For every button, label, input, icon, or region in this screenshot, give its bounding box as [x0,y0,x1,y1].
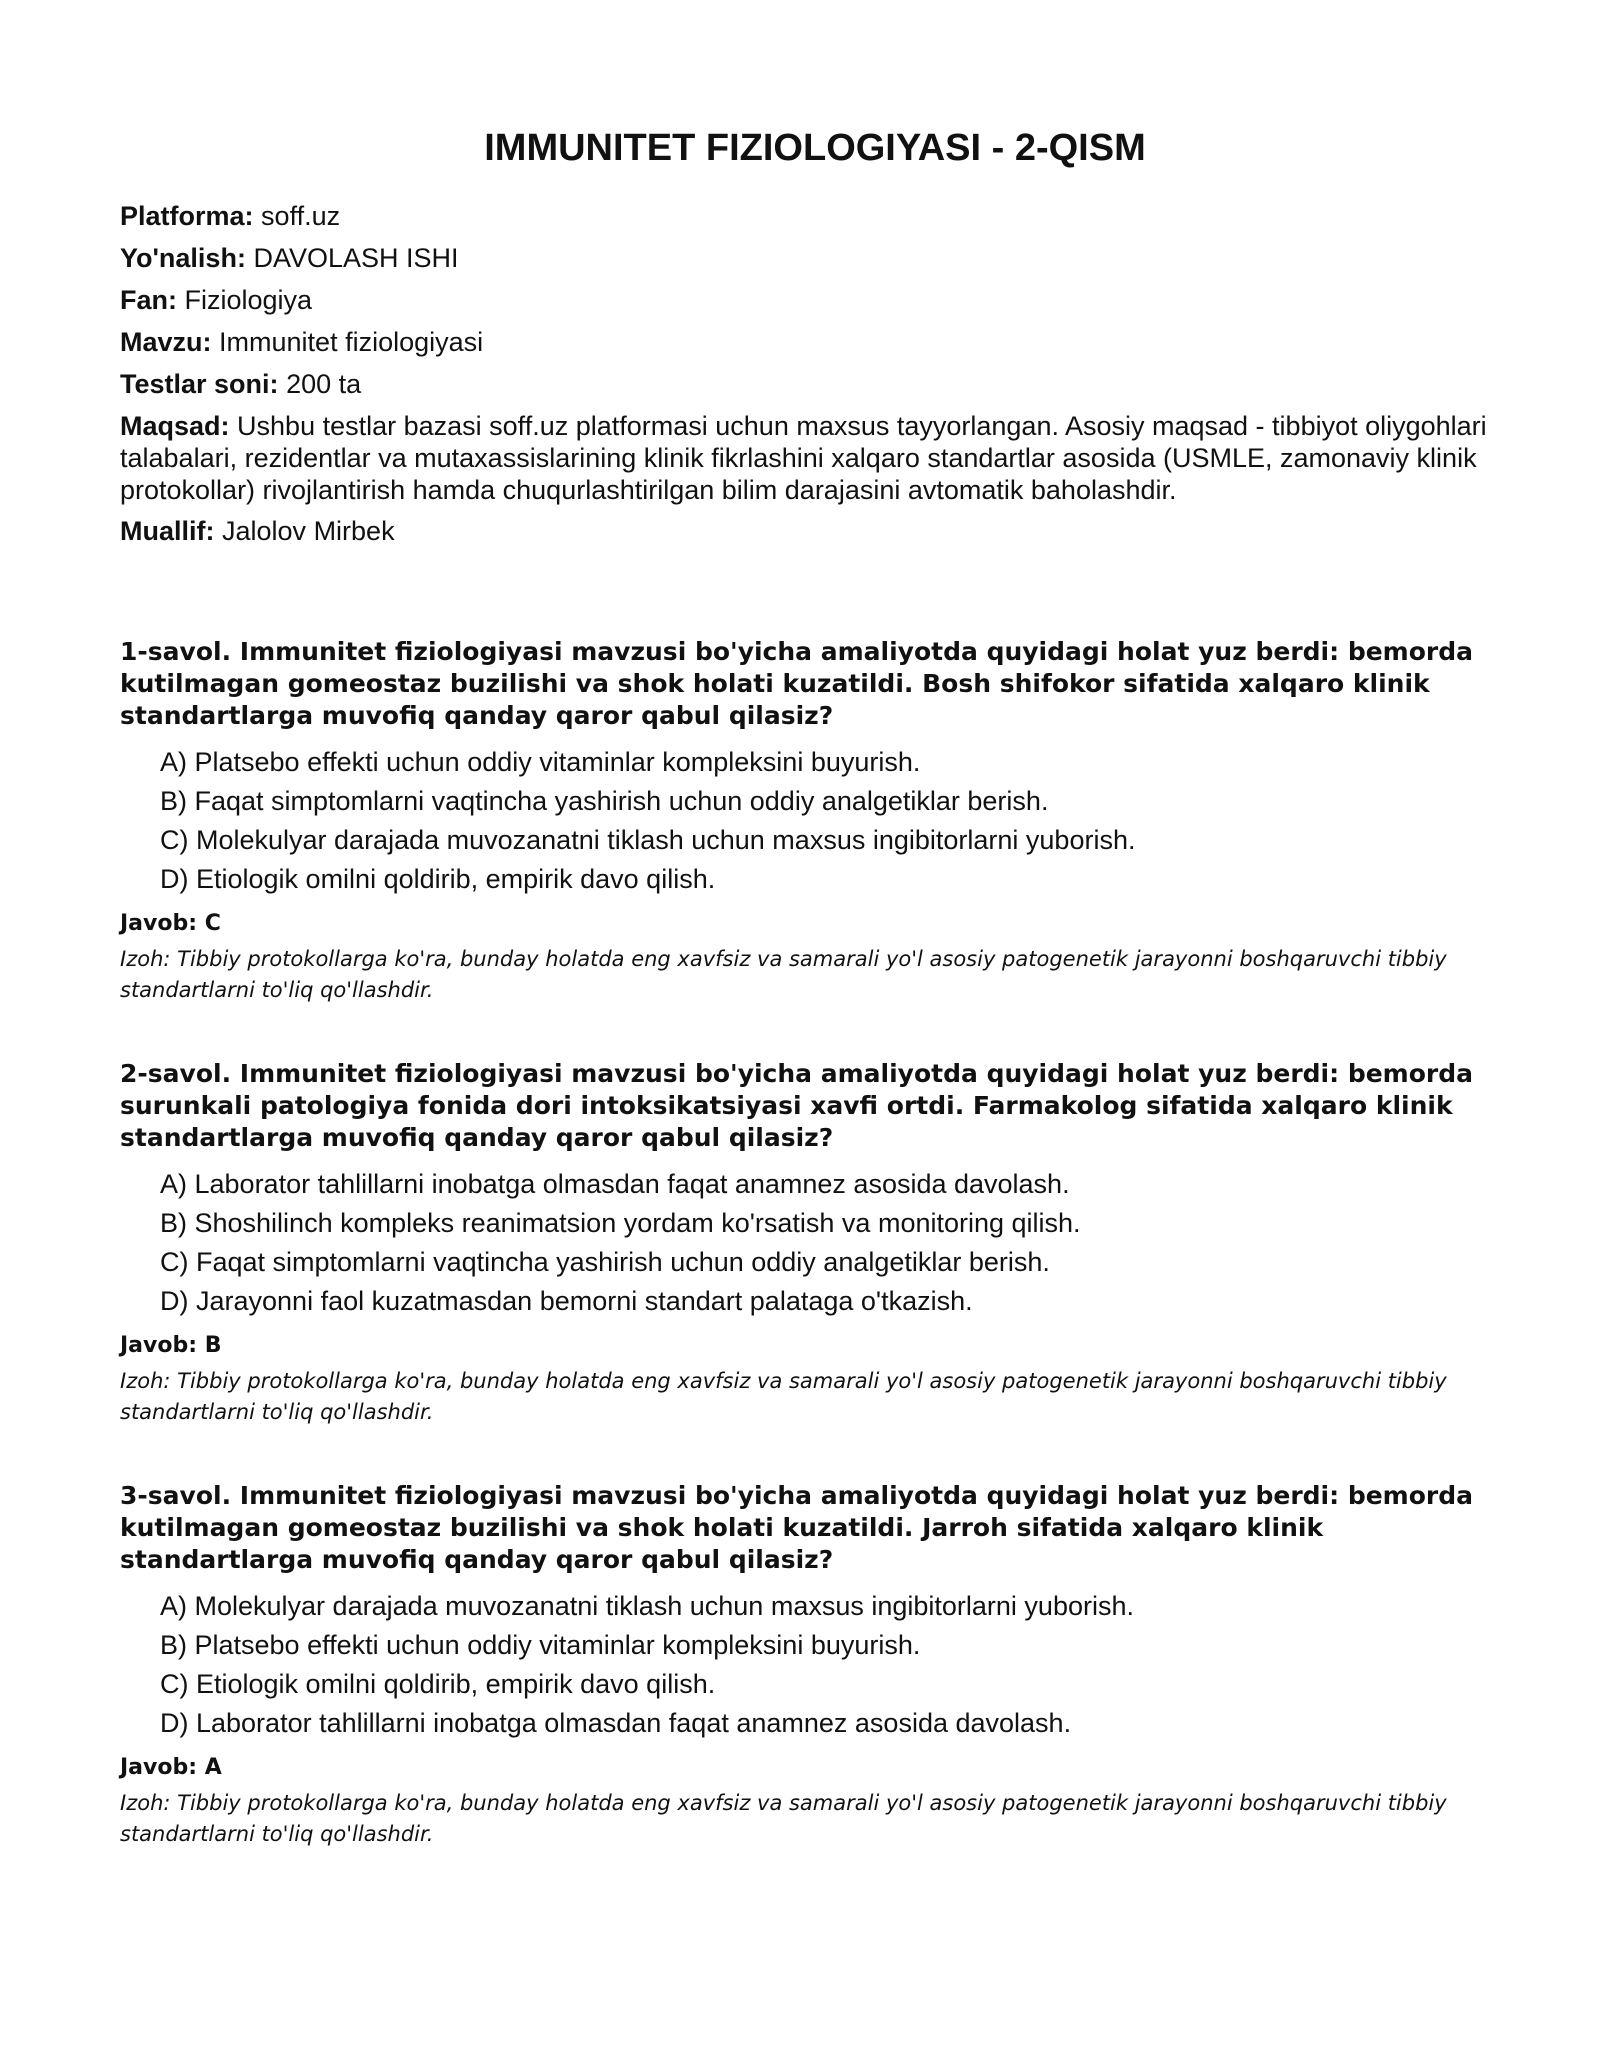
meta-value: 200 ta [286,369,362,399]
question-text: 2-savol. Immunitet fiziologiyasi mavzusi bo'yicha amaliyotda quyidagi holat yuz berdi: bemorda surunkali patologiya fonida dori intoksikatsiyasi xavfi ortdi. Farmakolog sifatida xalqaro klinik standartlarga muvofiq qanday qaror qabul qilasiz? [120,1059,1473,1152]
meta-value: DAVOLASH ISHI [253,243,459,273]
option-d: D) Jarayonni faol kuzatmasdan bemorni standart palataga o'tkazish. [160,1286,973,1316]
option-a: A) Molekulyar darajada muvozanatni tiklash uchun maxsus ingibitorlarni yuborish. [160,1591,1134,1621]
question-text: 1-savol. Immunitet fiziologiyasi mavzusi bo'yicha amaliyotda quyidagi holat yuz berdi: bemorda kutilmagan gomeostaz buzilishi va shok holati kuzatildi. Bosh shifokor sifatida xalqaro klinik standartlarga muvofiq qanday qaror qabul qilasiz? [120,637,1473,730]
option-d: D) Laborator tahlillarni inobatga olmasdan faqat anamnez asosida davolash. [160,1708,1072,1738]
explanation: Izoh: Tibbiy protokollarga ko'ra, bunday holatda eng xavfsiz va samarali yo'l asosiy patogenetik jarayonni boshqaruvchi tibbiy standartlarni to'liq qo'llashdir. [120,947,1447,1002]
meta-label: Mavzu: [120,327,212,357]
meta-purpose [120,410,1490,506]
meta-value: Fiziologiya [184,285,313,315]
option-a: A) Platsebo effekti uchun oddiy vitaminlar kompleksini buyurish. [160,747,921,777]
document-title: IMMUNITET FIZIOLOGIYASI - 2-QISM [484,127,1146,169]
question-2 [120,1058,1490,1428]
meta-author [120,515,1490,548]
option-b: B) Platsebo effekti uchun oddiy vitaminlar kompleksini buyurish. [160,1630,921,1660]
question-1 [120,636,1490,1006]
meta-value: soff.uz [261,201,341,231]
meta-label: Testlar soni: [120,369,279,399]
meta-topic [120,326,1490,359]
answer: Javob: A [120,1755,222,1780]
questions-list [120,636,1490,1850]
question-3 [120,1480,1490,1850]
option-c: C) Faqat simptomlarni vaqtincha yashirish uchun oddiy analgetiklar berish. [160,1247,1050,1277]
question-text: 3-savol. Immunitet fiziologiyasi mavzusi bo'yicha amaliyotda quyidagi holat yuz berdi: bemorda kutilmagan gomeostaz buzilishi va shok holati kuzatildi. Jarroh sifatida xalqaro klinik standartlarga muvofiq qanday qaror qabul qilasiz? [120,1481,1473,1574]
meta-value: Jalolov Mirbek [222,516,395,546]
option-b: B) Faqat simptomlarni vaqtincha yashirish uchun oddiy analgetiklar berish. [160,786,1049,816]
meta-test-count [120,368,1490,401]
meta-platform [120,200,1490,233]
option-c: C) Etiologik omilni qoldirib, empirik davo qilish. [160,1669,716,1699]
meta-label: Fan: [120,285,177,315]
meta-label: Muallif: [120,516,215,546]
explanation: Izoh: Tibbiy protokollarga ko'ra, bunday holatda eng xavfsiz va samarali yo'l asosiy patogenetik jarayonni boshqaruvchi tibbiy standartlarni to'liq qo'llashdir. [120,1791,1447,1846]
meta-value: Ushbu testlar bazasi soff.uz platformasi uchun maxsus tayyorlangan. Asosiy maqsad - tibbiyot oliygohlari talabalari, rezidentlar va mutaxassislarining klinik fikrlashini xalqaro standartlar asosida (USMLE, zamonaviy klinik protokollar) rivojlantirish hamda chuqurlashtirilgan bilim darajasini avtomatik baholashdir. [120,411,1487,505]
meta-value: Immunitet fiziologiyasi [219,327,484,357]
option-c: C) Molekulyar darajada muvozanatni tiklash uchun maxsus ingibitorlarni yuborish. [160,825,1136,855]
meta-direction [120,242,1490,275]
option-d: D) Etiologik omilni qoldirib, empirik davo qilish. [160,864,716,894]
answer: Javob: C [120,911,221,936]
meta-section [120,200,1490,548]
document-page [120,0,1490,1902]
meta-label: Yo'nalish: [120,243,246,273]
explanation: Izoh: Tibbiy protokollarga ko'ra, bunday holatda eng xavfsiz va samarali yo'l asosiy patogenetik jarayonni boshqaruvchi tibbiy standartlarni to'liq qo'llashdir. [120,1369,1447,1424]
meta-subject [120,284,1490,317]
option-a: A) Laborator tahlillarni inobatga olmasdan faqat anamnez asosida davolash. [160,1169,1070,1199]
meta-label: Platforma: [120,201,254,231]
meta-label: Maqsad: [120,411,230,441]
answer: Javob: B [120,1333,222,1358]
option-b: B) Shoshilinch kompleks reanimatsion yordam ko'rsatish va monitoring qilish. [160,1208,1081,1238]
